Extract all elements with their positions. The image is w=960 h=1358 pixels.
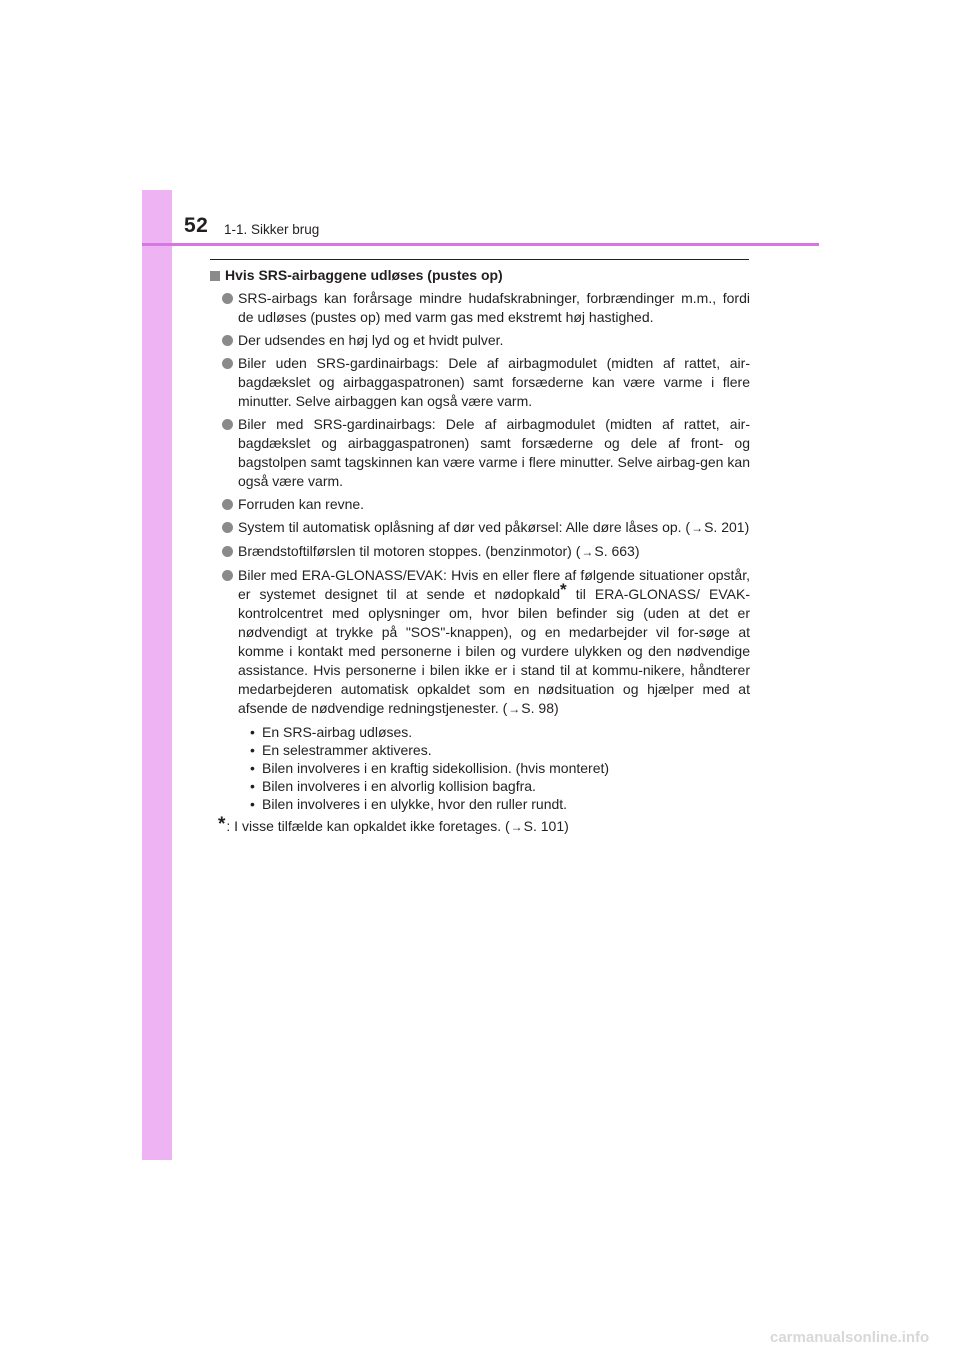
list-item-text-main: System til automatisk oplåsning af dør ved påkørsel: Alle døre låses op. ( (238, 519, 691, 535)
footnote (210, 814, 750, 837)
round-bullet-icon (222, 419, 233, 430)
list-item (210, 331, 750, 350)
section-title: 1-1. Sikker brug (224, 222, 320, 237)
list-item (210, 495, 750, 514)
list-item-text (238, 566, 750, 719)
right-arrow-icon: → (508, 702, 521, 716)
page-reference-link[interactable]: S. 201 (704, 519, 745, 535)
section-divider (210, 259, 749, 260)
right-arrow-icon: → (510, 820, 523, 834)
list-item-text-main: Brændstoftilførslen til motoren stoppes. (benzinmotor) ( (238, 543, 581, 559)
sub-list-item-text: En SRS-airbag udløses. (262, 724, 413, 740)
sub-list-item (250, 723, 750, 741)
round-bullet-icon (222, 570, 233, 581)
sub-bullet-icon: • (250, 724, 255, 740)
footnote-text (226, 817, 568, 837)
page-content (210, 266, 750, 837)
page-number: 52 (184, 214, 209, 237)
list-item-text-b: til ERA-GLONASS/ EVAK-kontrolcentret med oplysninger om, hvor bilen befinder sig (uden at det er nødvendigt at trykke på "SOS"-knappen), og en medarbejder vil for-søge at komme i kontakt med personerne i bilen og vurdere ulykken og den nødvendige assistance. Hvis personerne i bilen ikke er i stand til at kommu-nikere, håndterer medarbejderen automatisk opkaldet som en nødsituation og hjælper med at afsende de nødvendige redningstjenester. ( (238, 586, 751, 716)
chapter-tab-band (142, 190, 172, 1160)
right-arrow-icon: → (691, 521, 704, 535)
section-heading-text: Hvis SRS-airbaggene udløses (pustes op) (225, 267, 503, 283)
round-bullet-icon (222, 293, 233, 304)
round-bullet-icon (222, 546, 233, 557)
section-heading (210, 266, 750, 285)
list-item (210, 354, 750, 411)
list-item (210, 415, 750, 491)
round-bullet-icon (222, 358, 233, 369)
sub-bullet-icon: • (250, 760, 255, 776)
sub-list-item (250, 795, 750, 813)
round-bullet-icon (222, 522, 233, 533)
sub-bullet-icon: • (250, 778, 255, 794)
sub-list-item (250, 741, 750, 759)
sub-list-item-text: Bilen involveres i en alvorlig kollision bagfra. (262, 778, 536, 794)
list-item (210, 542, 750, 562)
list-item-text: Biler uden SRS-gardinairbags: Dele af airbagmodulet (midten af rattet, air-bagdækslet og airbaggaspatronen) samt forsæderne kan være varme i flere minutter. Selve airbaggen kan også være varm. (238, 355, 750, 409)
chapter-tab-band-top (142, 190, 172, 245)
list-item (210, 566, 750, 719)
sub-list-item-text: En selestrammer aktiveres. (262, 742, 432, 758)
reference-close: ) (634, 543, 640, 559)
footnote-star-icon: * (560, 580, 567, 599)
sub-list-item (250, 759, 750, 777)
page-reference-link[interactable]: S. 98 (521, 700, 554, 716)
list-item-text: Biler med SRS-gardinairbags: Dele af airbagmodulet (midten af rattet, air-bagdækslet og airbaggaspatronen) samt forsæderne og dele af front- og bagstolpen samt tagskinnen kan være varme i flere minutter. Selve airbag-gen kan også være varm. (238, 416, 750, 489)
list-item-text (238, 518, 750, 538)
footnote-text-main: : I visse tilfælde kan opkaldet ikke foretages. ( (226, 818, 510, 834)
header-divider (142, 243, 819, 246)
square-bullet-icon (210, 271, 220, 281)
reference-close: ) (744, 519, 750, 535)
page-reference-link[interactable]: S. 101 (523, 818, 565, 834)
list-item-text (238, 542, 750, 562)
list-item-text: Der udsendes en høj lyd og et hvidt pulver. (238, 332, 504, 348)
sub-list-item-text: Bilen involveres i en ulykke, hvor den ruller rundt. (262, 796, 568, 812)
list-item (210, 289, 750, 327)
sub-list-item (250, 777, 750, 795)
sub-bullet-icon: • (250, 796, 255, 812)
round-bullet-icon (222, 335, 233, 346)
list-item-text-a: Biler med ERA-GLONASS/EVAK: Hvis en eller flere af følgende situationer opstår, er systemet designet til at sende et nødopkald (238, 567, 750, 602)
reference-close: ) (564, 818, 569, 834)
round-bullet-icon (222, 499, 233, 510)
sub-bullet-icon: • (250, 742, 255, 758)
list-item-text: Forruden kan revne. (238, 496, 365, 512)
sub-list (250, 723, 750, 813)
list-item (210, 518, 750, 538)
reference-close: ) (554, 700, 559, 716)
page-reference-link[interactable]: S. 663 (594, 543, 635, 559)
sub-list-item-text: Bilen involveres i en kraftig sidekollision. (hvis monteret) (262, 760, 610, 776)
footnote-star-icon: * (218, 814, 226, 835)
watermark: carmanualsonline.info (770, 1329, 930, 1346)
right-arrow-icon: → (581, 545, 594, 559)
list-item-text: SRS-airbags kan forårsage mindre hudafskrabninger, forbrændinger m.m., fordi de udløses (pustes op) med varm gas med ekstremt høj hastighed. (238, 290, 750, 325)
list-item-body (238, 566, 750, 719)
